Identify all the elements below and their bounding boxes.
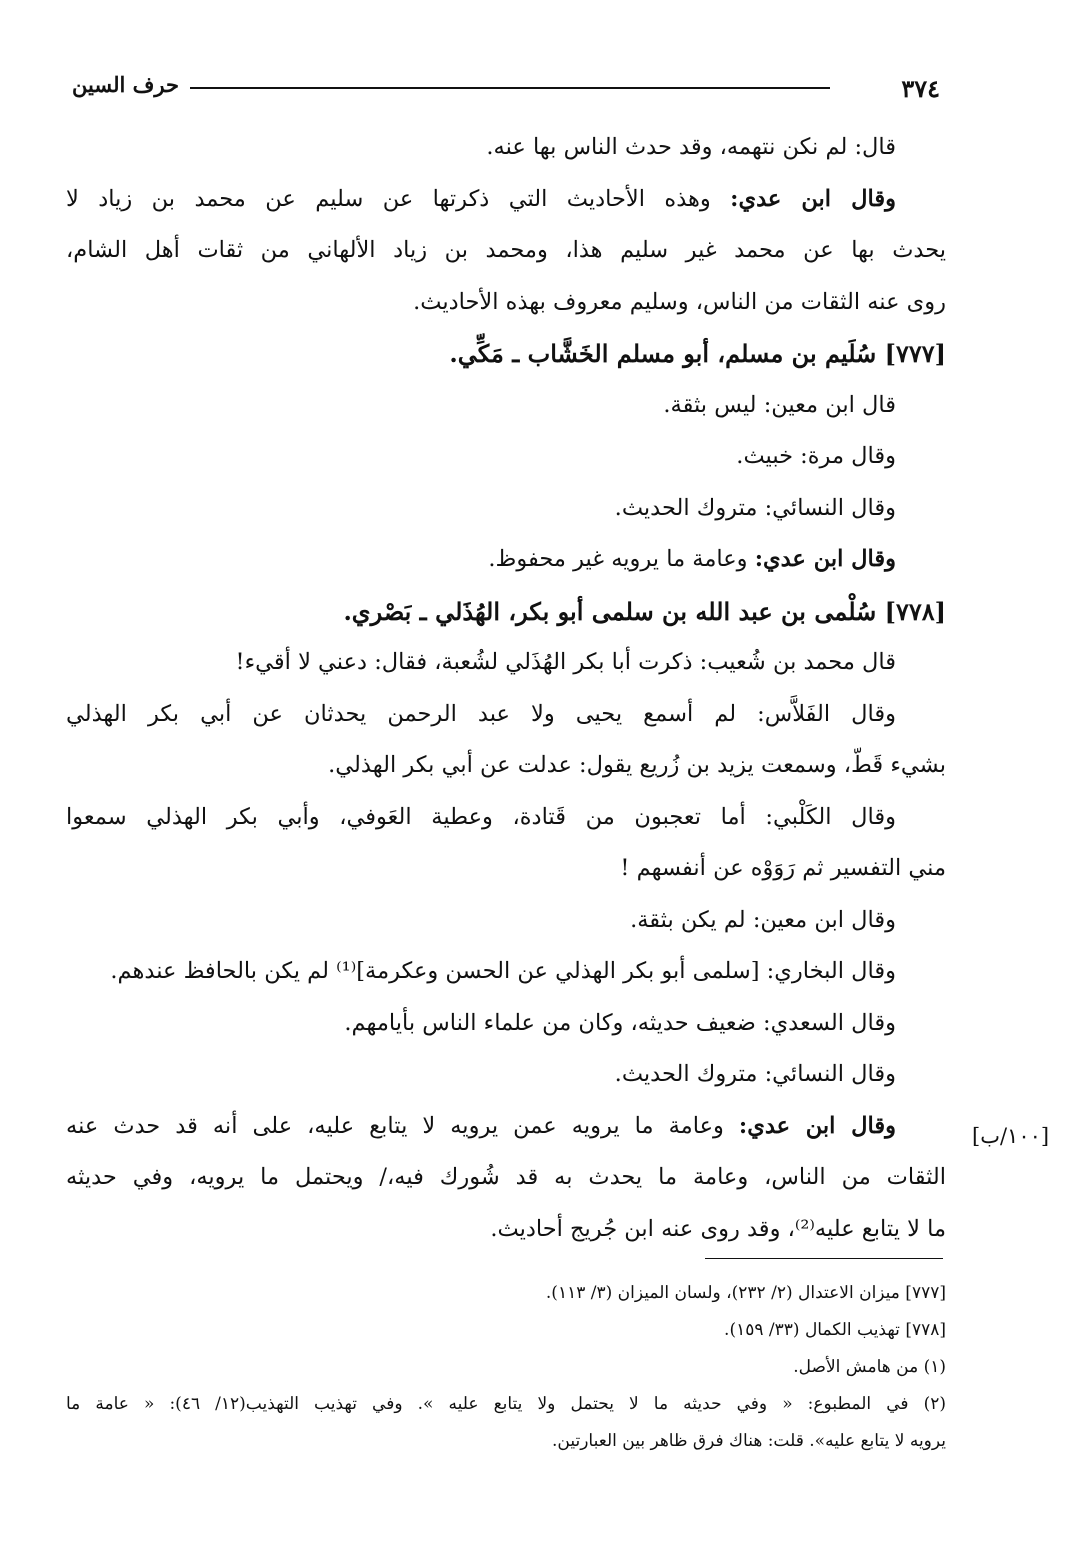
text-line — [66, 431, 946, 483]
line-text: وهذه الأحاديث التي ذكرتها عن سليم عن محمد بن زياد لا — [66, 185, 731, 212]
footnote-line: يرويه لا يتابع عليه». قلت: هناك فرق ظاهر بين العبارتين. — [552, 1431, 946, 1451]
line-text: ما لا يتابع عليه⁽²⁾، وقد روى عنه ابن جُريج أحاديث. — [490, 1215, 946, 1242]
text-line — [66, 843, 946, 895]
text-line — [66, 689, 946, 741]
text-line — [66, 946, 946, 998]
section-title: حرف السين — [72, 72, 179, 97]
line-text: وعامة ما يرويه غير محفوظ. — [488, 546, 755, 572]
line-text: وقال الكَلْبي: أما تعجبون من قَتادة، وعطية العَوفي، وأبي بكر الهذلي سمعوا — [66, 803, 896, 830]
text-line — [66, 174, 946, 226]
entry-heading — [66, 586, 946, 638]
line-text: مني التفسير ثم رَوَوْه عن أنفسهم ! — [620, 855, 946, 881]
line-text: وقال النسائي: متروك الحديث. — [614, 494, 896, 521]
text-line — [66, 637, 946, 689]
text-line — [66, 895, 946, 947]
footnote-line: [٧٧٨] تهذيب الكمال (٣٣/ ١٥٩). — [724, 1320, 946, 1340]
text-line — [66, 792, 946, 844]
header-divider — [190, 87, 830, 89]
line-text: قال: لم نكن نتهمه، وقد حدث الناس بها عنه. — [486, 134, 896, 160]
line-text: يحدث بها عن محمد غير سليم هذا، ومحمد بن زياد الألهاني من ثقات أهل الشام، — [66, 237, 946, 263]
line-text: وقال الفَلاَّس: لم أسمع يحيى ولا عبد الرحمن يحدثان عن أبي بكر الهذلي — [66, 700, 896, 727]
text-line — [66, 483, 946, 535]
footnote-divider — [705, 1258, 943, 1259]
speaker-label: وقال ابن عدي: — [738, 1112, 896, 1139]
line-text: وقال مرة: خبيث. — [736, 443, 896, 469]
footnote-line: [٧٧٧] ميزان الاعتدال (٢/ ٢٣٢)، ولسان الميزان (٣/ ١١٣). — [545, 1283, 946, 1303]
line-text: قال ابن معين: ليس بثقة. — [663, 391, 896, 418]
entry-heading-text: [٧٧٧] سُلَيم بن مسلم، أبو مسلم الخَشَّاب ـ مَكِّي. — [449, 339, 946, 368]
footnotes — [66, 1275, 946, 1460]
line-text: وقال السعدي: ضعيف حديثه، وكان من علماء الناس بأيامهم. — [344, 1009, 896, 1036]
text-line — [66, 122, 946, 174]
text-line — [66, 1152, 946, 1204]
text-line — [66, 277, 946, 329]
line-text: قال محمد بن شُعيب: ذكرت أبا بكر الهُذَلي لشُعبة، فقال: دعني لا أقيء! — [235, 649, 896, 675]
text-line — [66, 1101, 946, 1153]
margin-folio-marker: [١٠٠/ب] — [972, 1124, 1050, 1148]
line-text: الثقات من الناس، وعامة ما يحدث به قد شُورك فيه،/ ويحتمل ما يرويه، وفي حديثه — [66, 1164, 946, 1190]
line-text: وقال النسائي: متروك الحديث. — [614, 1061, 896, 1087]
entry-heading-text: [٧٧٨] سُلْمى بن عبد الله بن سلمى أبو بكر، الهُذَلي ـ بَصْري. — [343, 596, 946, 626]
main-text — [66, 122, 946, 1255]
text-line — [66, 1204, 946, 1256]
text-line — [66, 1049, 946, 1101]
line-text: وقال البخاري: [سلمى أبو بكر الهذلي عن الحسن وعكرمة]⁽¹⁾ لم يكن بالحافظ عندهم. — [110, 958, 896, 984]
speaker-label: وقال ابن عدي: — [754, 546, 896, 572]
line-text: وعامة ما يرويه عمن يرويه لا يتابع عليه، على أنه قد حدث عنه — [66, 1112, 739, 1139]
line-text: روى عنه الثقات من الناس، وسليم معروف بهذه الأحاديث. — [413, 288, 946, 315]
text-line — [66, 380, 946, 432]
footnote-line: (١) من هامش الأصل. — [793, 1357, 946, 1377]
speaker-label: وقال ابن عدي: — [730, 185, 896, 212]
line-text: وقال ابن معين: لم يكن بثقة. — [630, 906, 896, 933]
text-line — [66, 998, 946, 1050]
footnote-line: (٢) في المطبوع: « وفي حديثه ما لا يحتمل ولا يتابع عليه ». وفي تهذيب التهذيب(١٢/ ٤٦): « عامة ما — [66, 1394, 946, 1414]
entry-heading — [66, 328, 946, 380]
line-text: بشيء قَطّ، وسمعت يزيد بن زُريع يقول: عدلت عن أبي بكر الهذلي. — [328, 752, 946, 778]
text-line — [66, 225, 946, 277]
text-line — [66, 740, 946, 792]
text-line — [66, 534, 946, 586]
page-number: ٣٧٤ — [901, 74, 940, 103]
